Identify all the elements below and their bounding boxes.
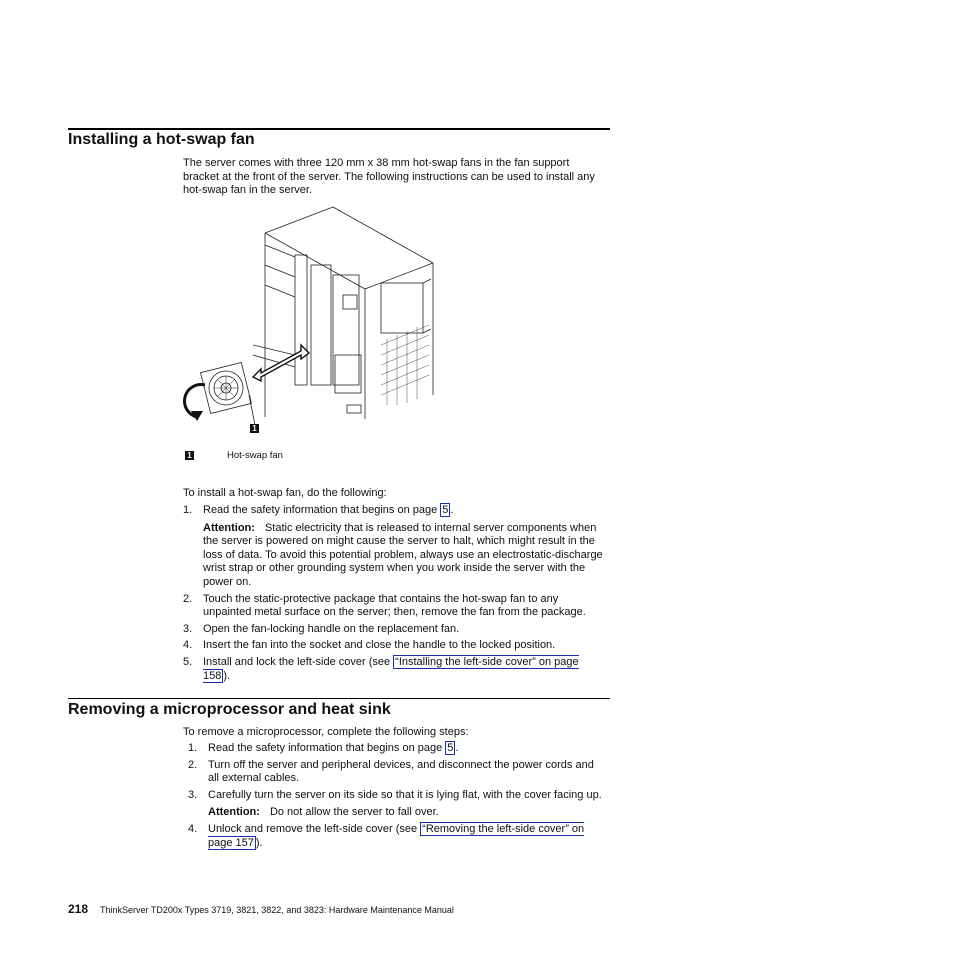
section-rule-top: [68, 128, 610, 130]
removing-left-side-cover-link[interactable]: “Removing the left-side cover” on page 157: [208, 822, 585, 849]
attention-note: Attention: Static electricity that is released to internal server components when the server is powered on might cause the server to halt, which might result in the loss of data. To avoid this potential problem, always use an electrostatic-discharge wrist strap or other grounding system when you work inside the server with the power on.: [203, 521, 603, 588]
attention-note: Attention: Do not allow the server to fall over.: [208, 806, 439, 819]
page-number: 218: [68, 902, 89, 916]
install-steps: [183, 504, 608, 686]
install-step: 5. Install and lock the left-side cover (see “Installing the left-side cover” on page 158 ).: [183, 655, 579, 682]
install-lead: To install a hot-swap fan, do the following:: [183, 487, 387, 499]
remove-step: 1. Read the safety information that begins on page 5 .: [188, 742, 459, 754]
intro-paragraph: The server comes with three 120 mm x 38 mm hot-swap fans in the fan support bracket at the front of the server. The following instructions can be used to install any hot-swap fan in the server.: [183, 157, 595, 197]
section-title-microprocessor: Removing a microprocessor and heat sink: [68, 701, 391, 718]
section-title-hot-swap-fan: Installing a hot-swap fan: [68, 131, 255, 148]
legend-badge: 1: [185, 451, 194, 460]
figure-legend: [185, 450, 283, 461]
install-step: 1. Read the safety information that begins on page 5 . Attention: Static electricity that is released to internal server components when the server is powered on might cause the server to halt, which might result in the loss of data. To avoid this potential problem, always use an electrostatic-discharge wrist strap or other grounding system when you work inside the server with the power on.: [183, 504, 608, 590]
manual-title: ThinkServer TD200x Types 3719, 3821, 3822, and 3823: Hardware Maintenance Manual: [100, 905, 454, 915]
hot-swap-fan-figure: [183, 205, 443, 437]
page-5-link[interactable]: 5: [447, 742, 454, 754]
section-rule-second: [68, 698, 610, 699]
server-fan-illustration: [183, 205, 443, 437]
page-5-link[interactable]: 5: [442, 504, 449, 516]
install-step: 2. Touch the static-protective package that contains the hot-swap fan to any unpainted metal surface on the server; then, remove the fan from the package.: [183, 592, 586, 619]
install-step: 3. Open the fan-locking handle on the replacement fan.: [183, 622, 460, 635]
remove-step: 3. Carefully turn the server on its side so that it is lying flat, with the cover facing up. Attention: Do not allow the server to fall over.: [188, 789, 606, 820]
installing-left-side-cover-link[interactable]: “Installing the left-side cover” on page 158: [203, 655, 579, 682]
page-footer: [68, 902, 454, 916]
install-step: 4. Insert the fan into the socket and close the handle to the locked position.: [183, 639, 556, 652]
remove-step: 4. Unlock and remove the left-side cover (see “Removing the left-side cover” on page 157 ).: [188, 822, 585, 849]
remove-lead: To remove a microprocessor, complete the following steps:: [183, 726, 469, 738]
legend-text: Hot-swap fan: [227, 450, 283, 461]
remove-step: 2. Turn off the server and peripheral devices, and disconnect the power cords and all external cables.: [188, 758, 594, 785]
figure-callout-badge: 1: [250, 424, 259, 433]
remove-steps: [188, 742, 606, 853]
